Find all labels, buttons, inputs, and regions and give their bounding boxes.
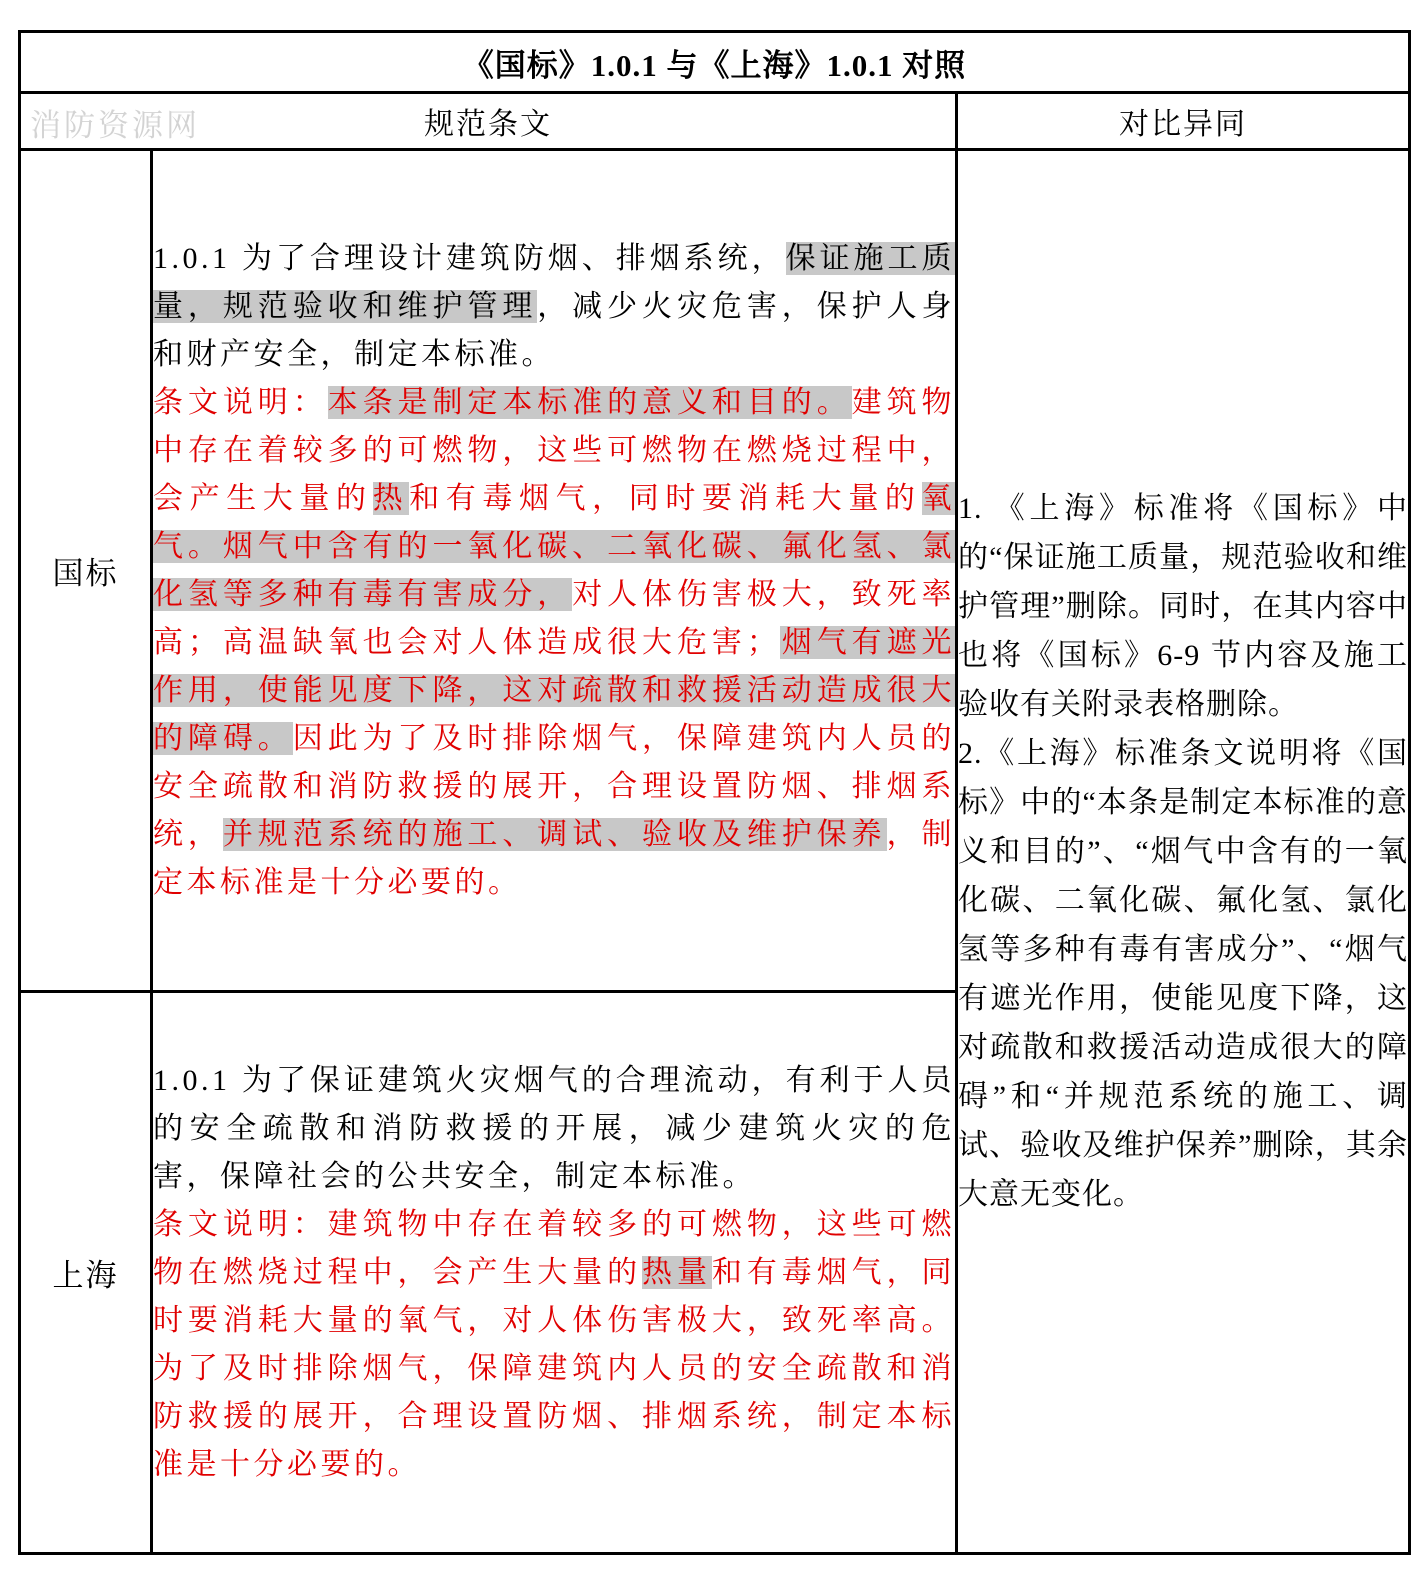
- text-run: ，减少火灾危害，保护人身和财产安全，制定本标准。: [153, 289, 955, 371]
- comparison-cell: [957, 150, 1410, 1554]
- text-run: 因此为了及时排除烟气，保障建筑内人员的安全疏散和消防救援的展开，合理设置防烟、排烟系统，: [153, 721, 956, 851]
- table-title: 《国标》1.0.1 与《上海》1.0.1 对照: [20, 32, 1410, 93]
- text-run: 建筑物中存在着较多的可燃物，这些可燃物在燃烧过程中，会产生大量的: [153, 385, 956, 515]
- text-run: 1.0.1 为了合理设计建筑防烟、排烟系统，: [153, 241, 786, 275]
- title-row: [20, 32, 1410, 93]
- guobiao-clause-text: [153, 235, 955, 379]
- comparison-paragraph-1: 1. 《上海》标准将《国标》中的“保证施工质量，规范验收和维护管理”删除。同时，在其内容中也将《国标》6-9 节内容及施工验收有关附录表格删除。: [958, 492, 1409, 721]
- text-run: 条文说明：: [153, 385, 328, 419]
- shanghai-clause-cell: [152, 992, 957, 1554]
- table-row-guobiao: [20, 150, 1410, 992]
- row-label-shanghai: 上海: [20, 992, 152, 1554]
- shanghai-clause-text: [153, 1057, 955, 1201]
- highlighted-text-run: 氧气。烟气中含有的一氧化碳、二氧化碳、氟化氢、氯化氢等多种有毒有害成分，: [153, 481, 956, 611]
- shanghai-note-text: [153, 1201, 955, 1489]
- header-row: [20, 93, 1410, 150]
- column-header-clause: 规范条文: [20, 93, 957, 150]
- highlighted-text-run: 本条是制定本标准的意义和目的。: [327, 385, 852, 419]
- comparison-paragraph-2: 2.《上海》标准条文说明将《国标》中的“本条是制定本标准的意义和目的”、“烟气中含有的一氧化碳、二氧化碳、氟化氢、氯化氢等多种有毒有害成分”、“烟气有遮光作用，使能见度下降，这对疏散和救援活动造成很大的障碍”和“并规范系统的施工、调试、验收及维护保养”删除，其余大意无变化。: [958, 737, 1409, 1211]
- text-run: 和有毒烟气，同时要消耗大量的氧气，对人体伤害极大，致死率高。为了及时排除烟气，保障建筑内人员的安全疏散和消防救援的展开，合理设置防烟、排烟系统，制定本标准是十分必要的。: [153, 1255, 956, 1481]
- site-watermark: 消防资源网: [30, 108, 200, 143]
- highlighted-text-run: 保证施工质量，规范验收和维护管理: [153, 241, 956, 323]
- text-run: 1.0.1 为了保证建筑火灾烟气的合理流动，有利于人员的安全疏散和消防救援的开展，减少建筑火灾的危害，保障社会的公共安全，制定本标准。: [153, 1063, 955, 1193]
- row-label-guobiao: 国标: [20, 150, 152, 992]
- text-run: 条文说明：建筑物中存在着较多的可燃物，这些可燃物在燃烧过程中，会产生大量的: [153, 1207, 955, 1289]
- text-run: 和有毒烟气，同时要消耗大量的: [409, 481, 922, 515]
- guobiao-note-text: [153, 379, 955, 907]
- text-run: 对人体伤害极大，致死率高；高温缺氧也会对人体造成很大危害；: [153, 577, 956, 659]
- highlighted-text-run: 烟气有遮光作用，使能见度下降，这对疏散和救援活动造成很大的障碍。: [153, 625, 956, 755]
- highlighted-text-run: 热量: [642, 1255, 712, 1289]
- highlighted-text-run: 热: [372, 481, 410, 515]
- text-run: ，制定本标准是十分必要的。: [153, 817, 956, 899]
- column-header-comparison: 对比异同: [957, 93, 1410, 150]
- guobiao-clause-cell: [152, 150, 957, 992]
- standards-comparison-table: [18, 30, 1411, 1555]
- highlighted-text-run: 并规范系统的施工、调试、验收及维护保养: [222, 817, 887, 851]
